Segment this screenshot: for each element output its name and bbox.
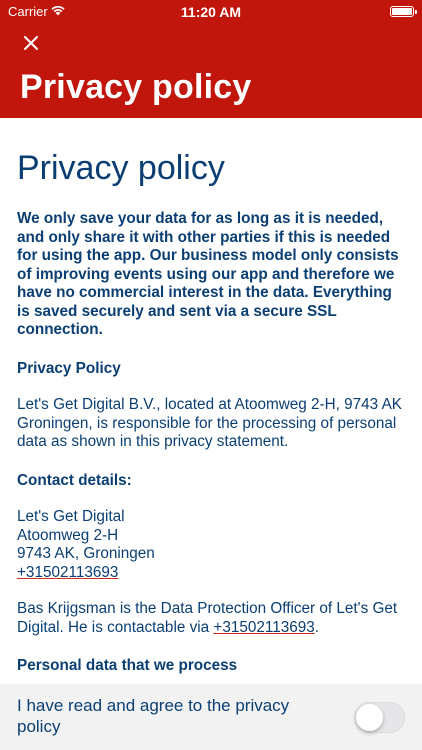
dpo-text-body: Bas Krijgsman is the Data Protection Officer of Let's Get Digital. He is contactable via xyxy=(17,600,398,636)
carrier-label: Carrier xyxy=(8,4,48,19)
privacy-policy-text: Let's Get Digital B.V., located at Atoomweg 2-H, 9743 AK Groningen, is responsible for the processing of personal data as shown in this privacy statement. xyxy=(17,396,402,450)
section-heading-contact-details: Contact details: xyxy=(17,471,132,489)
dpo-text-suffix: . xyxy=(314,618,320,636)
agree-toggle[interactable] xyxy=(354,702,405,733)
section-heading-privacy-policy: Privacy Policy xyxy=(17,359,121,377)
intro-text: We only save your data for as long as it is needed, and only share it with other parties if this is needed for using the app. Our business model only consists of improving events using our app and therefore we have no commercial interest in the data. Everything is saved securely and sent via a secure SSL connection. xyxy=(17,210,399,338)
battery-full-icon xyxy=(390,6,414,17)
privacy-policy-content[interactable] xyxy=(0,118,422,684)
close-button[interactable] xyxy=(18,30,44,56)
app-header xyxy=(0,0,422,118)
dpo-text xyxy=(17,600,405,637)
status-bar xyxy=(0,0,422,24)
toggle-knob[interactable] xyxy=(356,704,383,731)
agree-label: I have read and agree to the privacy policy xyxy=(17,696,290,736)
contact-line-city: 9743 AK, Groningen xyxy=(17,545,155,562)
contact-line-company: Let's Get Digital xyxy=(17,508,125,525)
dpo-phone-link[interactable]: +31502113693 xyxy=(213,618,315,636)
section-heading-personal-data: Personal data that we process xyxy=(17,657,238,674)
header-title: Privacy policy xyxy=(20,68,252,106)
contact-line-street: Atoomweg 2-H xyxy=(17,526,119,544)
close-icon xyxy=(23,35,39,51)
agreement-footer xyxy=(0,684,422,750)
contact-details xyxy=(17,508,405,582)
contact-phone-link[interactable]: +31502113693 xyxy=(17,563,119,581)
status-time: 11:20 AM xyxy=(180,4,242,20)
page-title: Privacy policy xyxy=(17,149,225,187)
